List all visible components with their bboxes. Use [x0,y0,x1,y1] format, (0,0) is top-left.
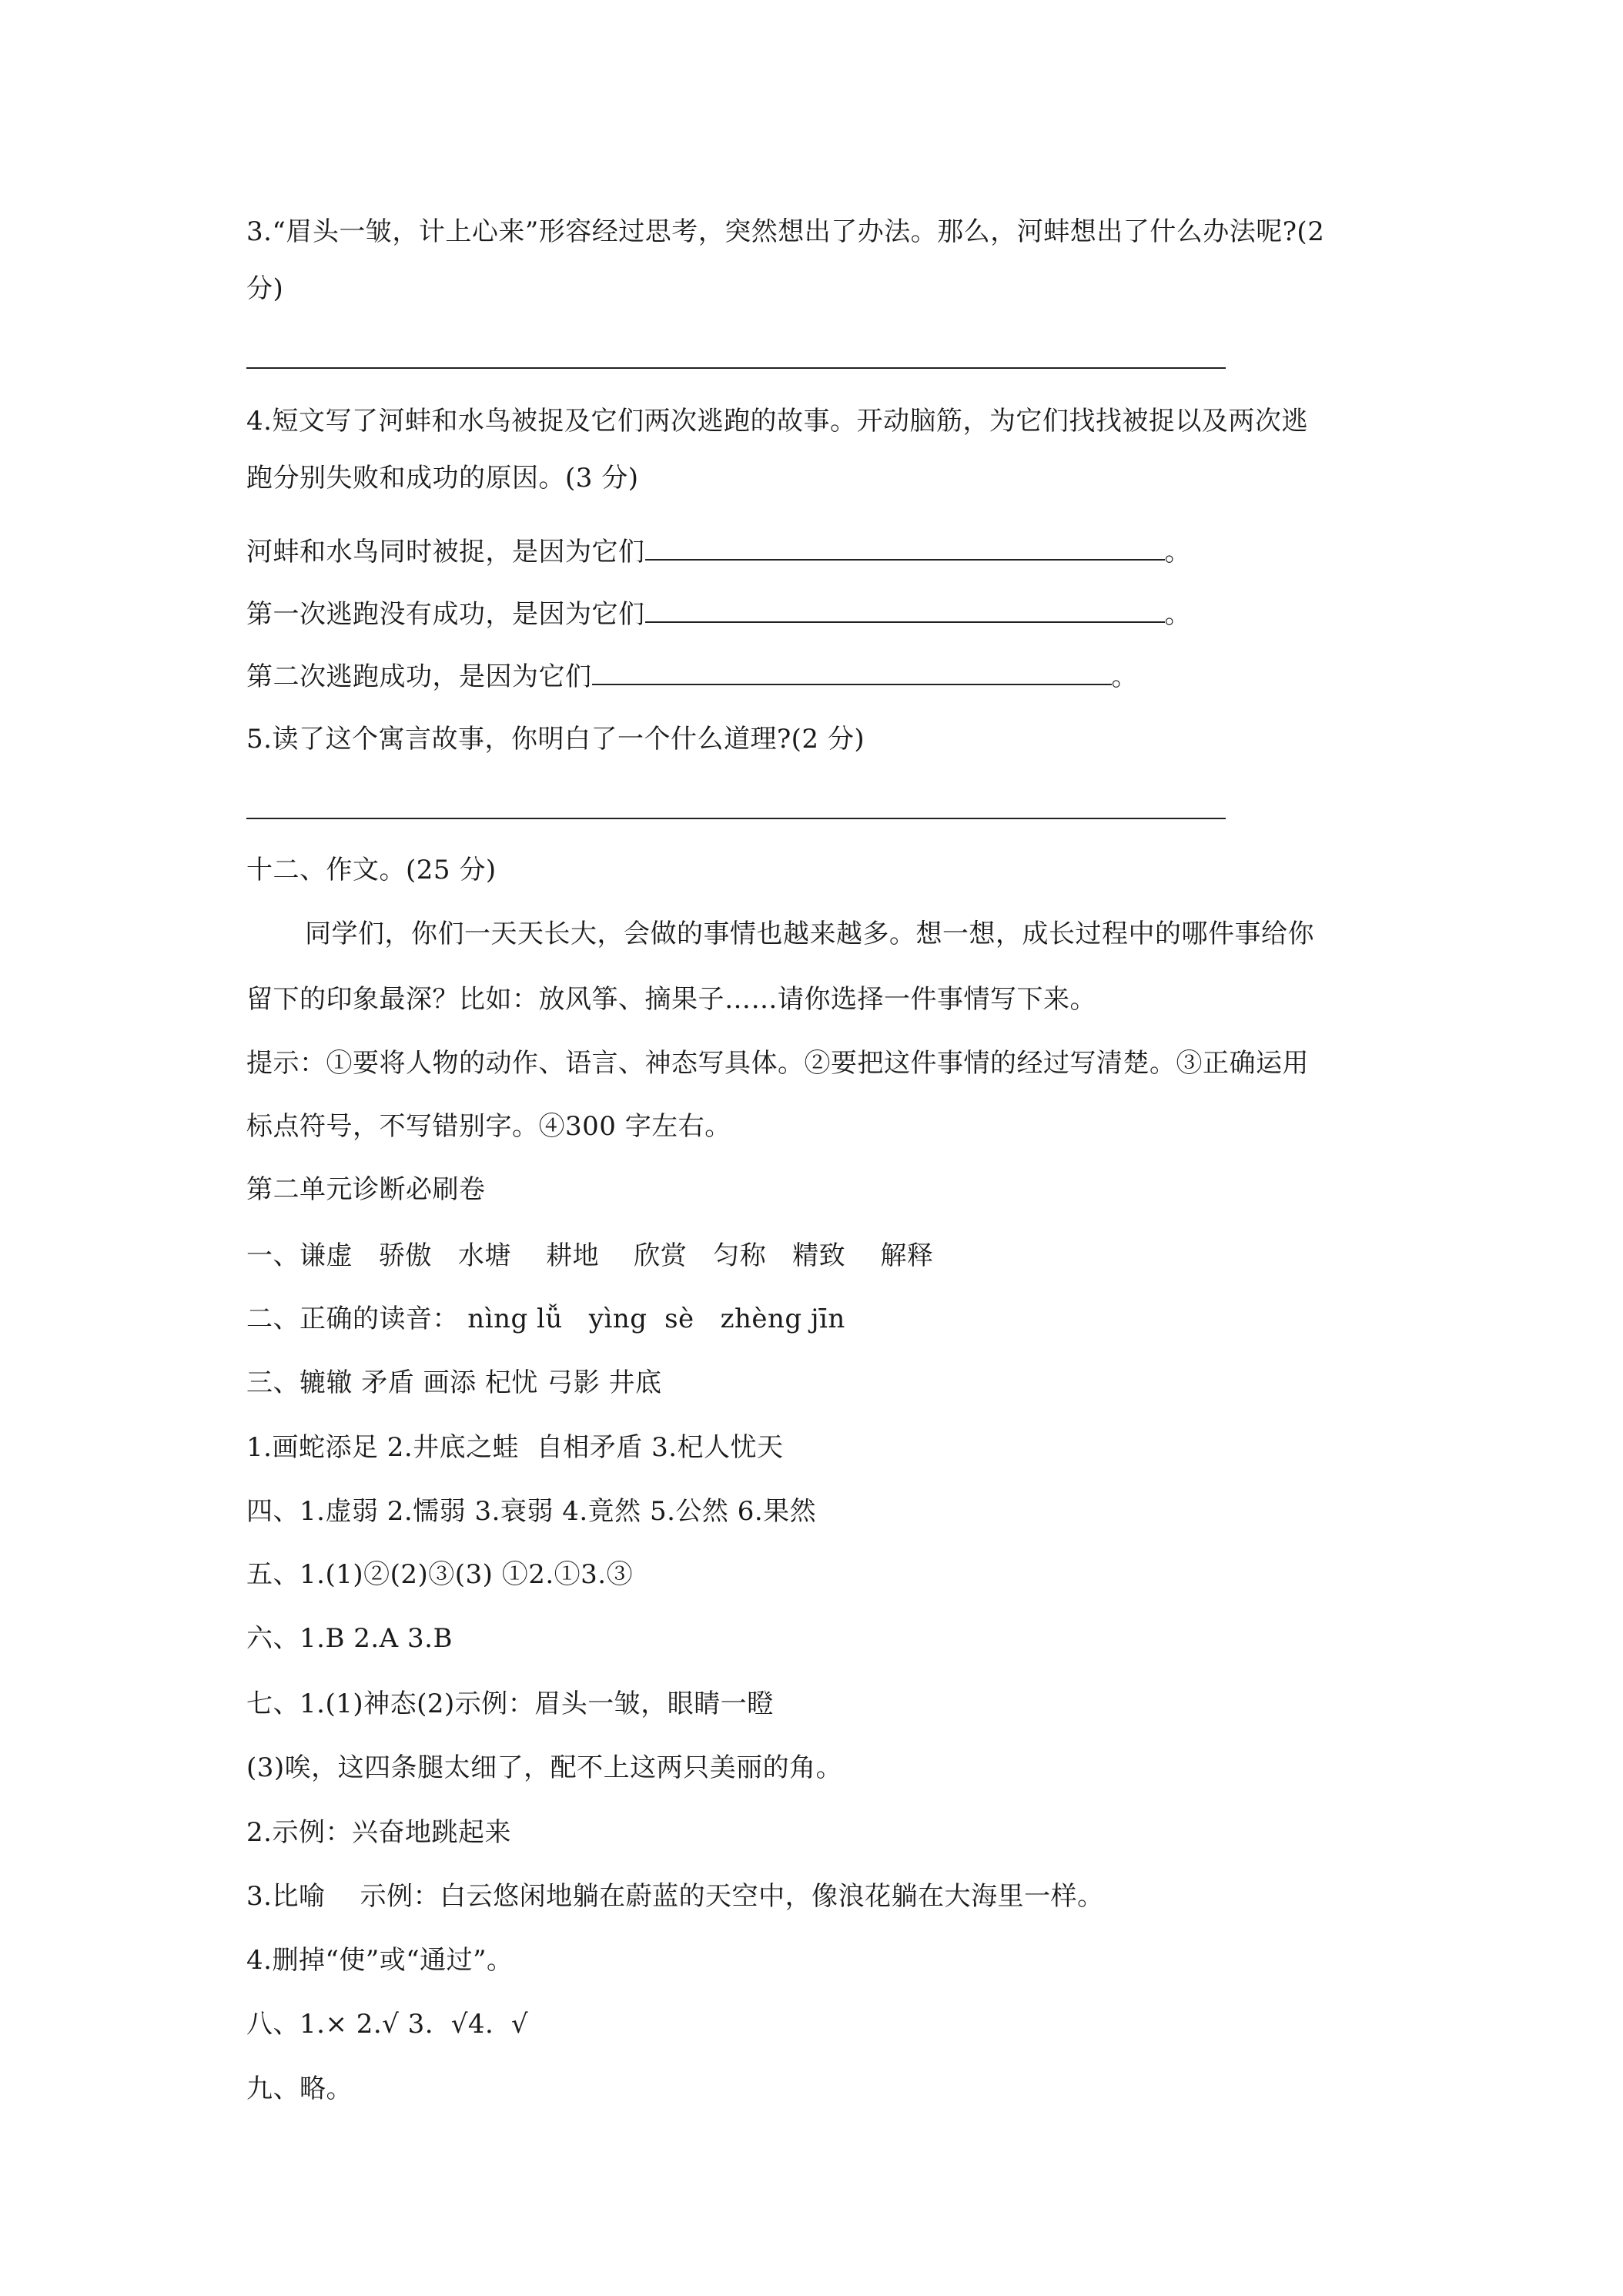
q4-text: 4.短文写了河蚌和水鸟被捉及它们两次逃跑的故事。开动脑筋，为它们找找被捉以及两次逃 [246,406,1308,437]
answer-7-2: 2.示例：兴奋地跳起来 [246,1817,511,1848]
q3-text: 3.“眉头一皱，计上心来”形容经过思考，突然想出了办法。那么，河蚌想出了什么办法呢?(2 [246,216,1325,247]
q4-blank-b [246,597,1191,632]
q3-answer-line [246,367,1226,369]
q4-a-suffix: 。 [1164,537,1191,567]
answer-3-idioms: 1.画蛇添足 2.井底之蛙 自相矛盾 3.杞人忧天 [246,1432,784,1463]
answer-9: 九、略。 [246,2073,353,2104]
q3-text-cont: 分) [246,273,284,304]
q4-b-answer-blank [645,598,1165,623]
q4-blank-c [246,659,1138,694]
answer-key-title: 第二单元诊断必刷卷 [246,1174,486,1205]
q5-text: 5.读了这个寓言故事，你明白了一个什么道理?(2 分) [246,724,865,755]
answer-1: 一、谦虚 骄傲 水塘 耕地 欣赏 匀称 精致 解释 [246,1240,934,1271]
answer-8: 八、1.× 2.√ 3. √4. √ [246,2009,529,2040]
composition-tips-cont: 标点符号，不写错别字。④300 字左右。 [246,1111,731,1142]
answer-3: 三、辘辙 矛盾 画添 杞忧 弓影 井底 [246,1367,662,1398]
answer-7-4: 4.删掉“使”或“通过”。 [246,1945,514,1976]
q4-a-prefix: 河蚌和水鸟同时被捉，是因为它们 [246,537,645,567]
q4-b-prefix: 第一次逃跑没有成功，是因为它们 [246,599,645,630]
q4-c-prefix: 第二次逃跑成功，是因为它们 [246,661,592,692]
q4-b-suffix: 。 [1164,599,1191,630]
answer-7-3: 3.比喻 示例：白云悠闲地躺在蔚蓝的天空中，像浪花躺在大海里一样。 [246,1881,1104,1912]
composition-prompt-cont: 留下的印象最深？比如：放风筝、摘果子……请你选择一件事情写下来。 [246,984,1096,1015]
answer-2: 二、正确的读音： nìng lǚ yìng sè zhèng jīn [246,1304,845,1334]
q4-c-answer-blank [592,661,1112,685]
q4-a-answer-blank [645,536,1165,561]
answer-7-1: 七、1.(1)神态(2)示例：眉头一皱，眼睛一瞪 [246,1689,774,1719]
answer-5: 五、1.(1)②(2)③(3) ①2.①3.③ [246,1559,634,1590]
answer-4: 四、1.虚弱 2.懦弱 3.衰弱 4.竟然 5.公然 6.果然 [246,1496,817,1527]
composition-heading: 十二、作文。(25 分) [246,855,497,885]
q4-text-cont: 跑分别失败和成功的原因。(3 分) [246,463,639,494]
q4-c-suffix: 。 [1111,661,1138,692]
answer-6: 六、1.B 2.A 3.B [246,1623,453,1654]
answer-7-1-3: (3)唉，这四条腿太细了，配不上这两只美丽的角。 [246,1752,843,1783]
composition-tips: 提示：①要将人物的动作、语言、神态写具体。②要把这件事情的经过写清楚。③正确运用 [246,1048,1309,1079]
q4-blank-a [246,534,1191,570]
q5-answer-line [246,818,1226,819]
composition-prompt: 同学们，你们一天天长大，会做的事情也越来越多。想一想，成长过程中的哪件事给你 [305,919,1314,949]
